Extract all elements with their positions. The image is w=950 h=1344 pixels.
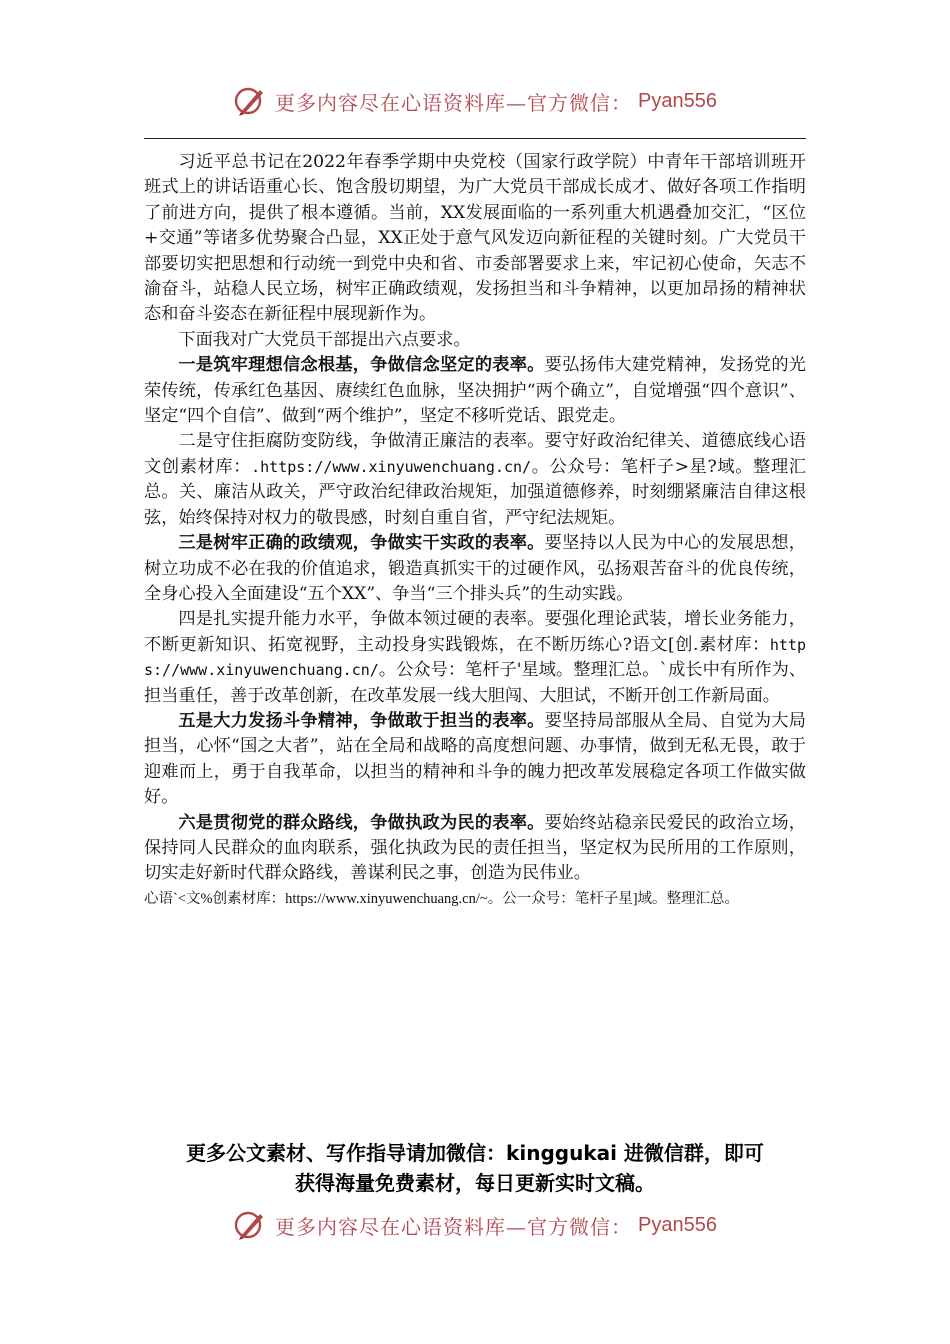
paragraph-intro: 习近平总书记在2022年春季学期中央党校（国家行政学院）中青年干部培训班开班式上的讲话语重心长、饱含殷切期望，为广大党员干部成长成才、做好各项工作指明了前进方向，提供了根本遵循。当前，XX发展面临的一系列重大机遇叠加交汇，“区位+交通”等诸多优势聚合凸显，XX正处于意气风发迈向新征程的关键时刻。广大党员干部要切实把思想和行动统一到党中央和省、市委部署要求上来，牢记初心使命，矢志不渝奋斗，站稳人民立场，树牢正确政绩观，发扬担当和斗争精神，以更加昂扬的精神状态和奋斗姿态在新征程中展现新作为。	[144, 152, 806, 325]
header-wechat-id: Pyan556	[638, 89, 717, 112]
header-divider	[144, 138, 806, 139]
document-body	[144, 150, 806, 912]
req-3-heading: 三是树牢正确的政绩观，争做实干实政的表率。	[178, 533, 545, 554]
paragraph-req-3: 三是树牢正确的政绩观，争做实干实政的表率。要坚持以人民为中心的发展思想，树立功成不必在我的价值追求，锻造真抓实干的过硬作风，弘扬艰苦奋斗的优良传统，全身心投入全面建设“五个XX”、争当“三个排头兵”的生动实践。	[144, 533, 806, 604]
req-6-heading: 六是贯彻党的群众路线，争做执政为民的表率。	[178, 812, 545, 833]
paragraph-req-2: 二是守住拒腐防变防线，争做清正廉洁的表率。要守好政治纪律关、道德底线心语文创素材库：.https://www.xinyuwenchuang.cn/。公众号：笔杆子>星?域。整理汇总。关、廉洁从政关，严守政治纪律政治规矩，加强道德修养，时刻绷紧廉洁自律这根弦，始终保持对权力的敬畏感，时刻自重自省，严守纪法规矩。	[144, 431, 806, 528]
paragraph-req-4: 四是扎实提升能力水平，争做本领过硬的表率。要强化理论武装，增长业务能力，不断更新知识、拓宽视野，主动投身实践锻炼，在不断历练心?语文[创.素材库：https://www.xinyuwenchuang.cn/。公众号：笔杆子'星域。整理汇总。`成长中有所作为、担当重任，善于改革创新，在改革发展一线大胆闯、大胆试，不断开创工作新局面。	[144, 609, 806, 706]
paragraph-req-6: 六是贯彻党的群众路线，争做执政为民的表率。要始终站稳亲民爱民的政治立场，保持同人民群众的血肉联系，强化执政为民的责任担当，坚定权为民所用的工作原则，切实走好新时代群众路线，善谋利民之事，创造为民伟业。	[144, 812, 806, 884]
req-1-heading: 一是筑牢理想信念根基，争做信念坚定的表率。	[178, 355, 545, 376]
url-text: .https://www.xinyuwenchuang.cn/	[251, 457, 532, 476]
paragraph-tail: 心语`<文%创素材库：https://www.xinyuwenchuang.cn/~。公一众号：笔杆子星]域。整理汇总。	[144, 890, 740, 907]
paragraph-req-5: 五是大力发扬斗争精神，争做敢于担当的表率。要坚持局部服从全局、自觉为大局担当，心怀“国之大者”，站在全局和战略的高度想问题、办事情，做到无私无畏，敢于迎难而上，勇于自我革命，以担当的精神和斗争的魄力把改革发展稳定各项工作做实做好。	[144, 710, 806, 808]
pen-logo-icon	[233, 1208, 267, 1242]
url-text: https://www.xinyuwenchuang.cn/	[144, 635, 806, 680]
header-banner	[0, 84, 950, 118]
pen-logo-icon	[233, 84, 267, 118]
header-banner-text: 更多内容尽在心语资料库—官方微信：	[275, 90, 633, 115]
footer-banner	[0, 1208, 950, 1242]
req-5-heading: 五是大力发扬斗争精神，争做敢于担当的表率。	[178, 710, 545, 731]
paragraph-req-1: 一是筑牢理想信念根基，争做信念坚定的表率。要弘扬伟大建党精神，发扬党的光荣传统，传承红色基因、赓续红色血脉，坚决拥护“两个确立”，自觉增强“四个意识”、坚定“四个自信”、做到“两个维护”，坚定不移听党话、跟党走。	[144, 355, 806, 427]
promo-notice	[120, 1138, 830, 1198]
footer-wechat-id: Pyan556	[638, 1213, 717, 1236]
footer-banner-text: 更多内容尽在心语资料库—官方微信：	[275, 1214, 633, 1239]
promo-line-2: 获得海量免费素材，每日更新实时文稿。	[295, 1171, 655, 1195]
promo-line-1: 更多公文素材、写作指导请加微信：kinggukai 进微信群，即可	[186, 1141, 764, 1165]
paragraph-lead: 下面我对广大党员干部提出六点要求。	[178, 329, 471, 350]
